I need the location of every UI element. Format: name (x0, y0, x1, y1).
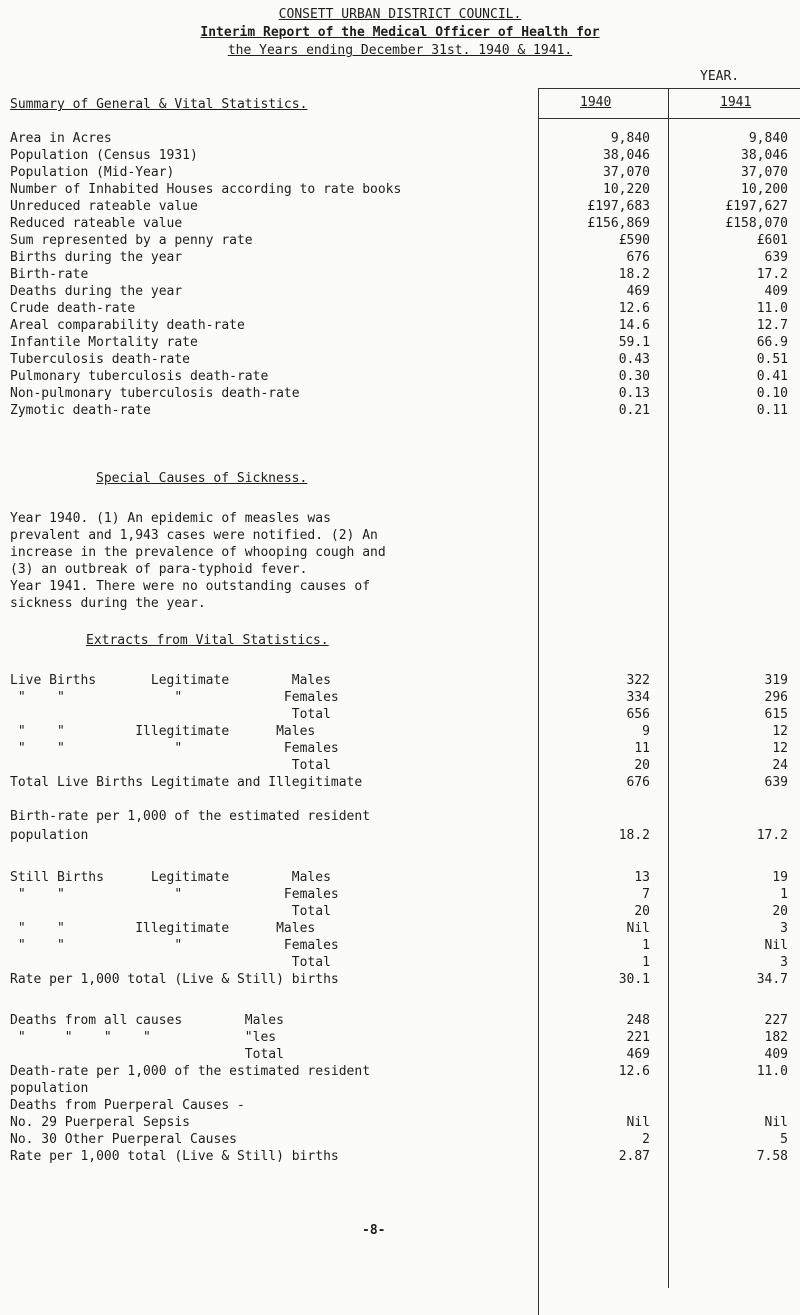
extract-row-1940: Nil (626, 1115, 650, 1130)
extract-row-1940: 20 (634, 904, 650, 919)
summary-row-label: Pulmonary tuberculosis death-rate (10, 369, 269, 384)
summary-row-1940: 0.30 (618, 369, 650, 384)
summary-row-1940: £156,869 (587, 216, 650, 231)
extract-row-label: Rate per 1,000 total (Live & Still) births (10, 972, 339, 987)
summary-row-1941: 0.10 (756, 386, 788, 401)
summary-row-1941: 37,070 (741, 165, 788, 180)
extract-row-1940: 30.1 (618, 972, 650, 987)
extract-row-1940: 2.87 (618, 1149, 650, 1164)
summary-row-1940: £197,683 (587, 199, 650, 214)
extract-row-1940: 469 (626, 1047, 650, 1062)
extract-row-1941: Nil (764, 1115, 788, 1130)
extract-row-label: Total (10, 1047, 284, 1062)
summary-row-label: Birth-rate (10, 267, 89, 282)
summary-row-label: Non-pulmonary tuberculosis death-rate (10, 386, 300, 401)
extract-row-label: " " " Females (10, 938, 339, 953)
extract-row-1941: 20 (772, 904, 788, 919)
summary-row-label: Births during the year (10, 250, 183, 265)
extract-row-1940: 7 (642, 887, 650, 902)
summary-row-1940: 0.43 (618, 352, 650, 367)
summary-row-1941: £197,627 (725, 199, 788, 214)
extract-row-label: " " " Females (10, 887, 339, 902)
extract-row-1940: 11 (634, 741, 650, 756)
summary-row-label: Crude death-rate (10, 301, 136, 316)
extract-row-1941: 409 (764, 1047, 788, 1062)
extract-row-1941: 182 (764, 1030, 788, 1045)
extract-row-1940: 221 (626, 1030, 650, 1045)
extract-row-1941: 19 (772, 870, 788, 885)
extract-row-label: Death-rate per 1,000 of the estimated resident (10, 1064, 371, 1079)
sickness-line: increase in the prevalence of whooping cough and (10, 545, 386, 560)
extract-row-1940: 13 (634, 870, 650, 885)
extract-row-1941: 24 (772, 758, 788, 773)
extract-row-1941: 12 (772, 741, 788, 756)
summary-row-1940: 9,840 (610, 131, 650, 146)
extract-row-label: Total (10, 955, 331, 970)
extract-row-1940: 2 (642, 1132, 650, 1147)
page-number: -8- (362, 1223, 386, 1238)
summary-row-1941: 11.0 (756, 301, 788, 316)
extract-row-1941: 34.7 (756, 972, 788, 987)
summary-row-label: Zymotic death-rate (10, 403, 151, 418)
extract-row-1940: Nil (626, 921, 650, 936)
extract-row-label: Total (10, 758, 331, 773)
column-divider-middle (668, 88, 669, 1288)
extract-row-1941: 3 (780, 921, 788, 936)
summary-row-1941: 38,046 (741, 148, 788, 163)
summary-row-label: Population (Census 1931) (10, 148, 198, 163)
header-bottom-rule (538, 118, 800, 119)
extract-row-1941: 7.58 (756, 1149, 788, 1164)
year-1940-header: 1940 (580, 95, 612, 110)
sickness-line: (3) an outbreak of para-typhoid fever. (10, 562, 308, 577)
summary-row-label: Deaths during the year (10, 284, 183, 299)
extracts-title: Extracts from Vital Statistics. (86, 633, 329, 648)
summary-row-1941: £601 (756, 233, 788, 248)
summary-row-1940: 12.6 (618, 301, 650, 316)
extract-row-label: " " " " "les (10, 1030, 277, 1045)
summary-row-label: Number of Inhabited Houses according to rate books (10, 182, 402, 197)
extract-row-label: No. 30 Other Puerperal Causes (10, 1132, 237, 1147)
summary-row-1940: 469 (626, 284, 650, 299)
extract-row-1941: 319 (764, 673, 788, 688)
extract-row-1940: 248 (626, 1013, 650, 1028)
summary-row-1941: 409 (764, 284, 788, 299)
extract-row-label: Total (10, 904, 331, 919)
summary-row-label: Unreduced rateable value (10, 199, 198, 214)
sickness-line: Year 1940. (1) An epidemic of measles was (10, 511, 331, 526)
summary-row-1941: 66.9 (756, 335, 788, 350)
summary-row-1940: 10,220 (603, 182, 650, 197)
extract-row-1941: 11.0 (756, 1064, 788, 1079)
extract-row-1940: 1 (642, 938, 650, 953)
extract-row-1940: 9 (642, 724, 650, 739)
extract-row-1941: 227 (764, 1013, 788, 1028)
sickness-line: Year 1941. There were no outstanding causes of (10, 579, 371, 594)
extract-row-label: Live Births Legitimate Males (10, 673, 331, 688)
summary-row-1941: 9,840 (748, 131, 788, 146)
summary-row-label: Sum represented by a penny rate (10, 233, 253, 248)
sickness-line: sickness during the year. (10, 596, 206, 611)
extract-row-1941: 12 (772, 724, 788, 739)
summary-row-1940: 14.6 (618, 318, 650, 333)
summary-row-1940: 0.13 (618, 386, 650, 401)
council-name: CONSETT URBAN DISTRICT COUNCIL. (278, 7, 522, 22)
extract-row-1941: 615 (764, 707, 788, 722)
sickness-line: prevalent and 1,943 cases were notified. (2) An (10, 528, 378, 543)
extract-row-1940: 676 (626, 775, 650, 790)
extract-row-1940: 334 (626, 690, 650, 705)
extract-row-1941: 3 (780, 955, 788, 970)
extract-row-label: Rate per 1,000 total (Live & Still) births (10, 1149, 339, 1164)
extract-row-label: population (10, 828, 89, 843)
report-title: Interim Report of the Medical Officer of Health for (200, 25, 600, 40)
summary-row-1940: 59.1 (618, 335, 650, 350)
summary-row-1941: 12.7 (756, 318, 788, 333)
summary-row-1941: 0.11 (756, 403, 788, 418)
extract-row-1941: 639 (764, 775, 788, 790)
summary-row-label: Area in Acres (10, 131, 112, 146)
summary-row-1940: £590 (618, 233, 650, 248)
summary-row-label: Tuberculosis death-rate (10, 352, 191, 367)
summary-title: Summary of General & Vital Statistics. (10, 97, 308, 112)
extract-row-1941: 1 (780, 887, 788, 902)
summary-row-1940: 676 (626, 250, 650, 265)
sickness-title: Special Causes of Sickness. (96, 471, 308, 486)
summary-row-1940: 37,070 (603, 165, 650, 180)
summary-row-1940: 0.21 (618, 403, 650, 418)
extract-row-label: Deaths from Puerperal Causes - (10, 1098, 245, 1113)
summary-row-1941: 0.41 (756, 369, 788, 384)
header-top-rule (538, 88, 800, 89)
extract-row-label: Birth-rate per 1,000 of the estimated resident (10, 809, 371, 824)
summary-row-1940: 18.2 (618, 267, 650, 282)
summary-row-label: Areal comparability death-rate (10, 318, 245, 333)
extract-row-label: population (10, 1081, 89, 1096)
extract-row-1940: 656 (626, 707, 650, 722)
extract-row-label: Total Live Births Legitimate and Illegitimate (10, 775, 363, 790)
extract-row-label: No. 29 Puerperal Sepsis (10, 1115, 191, 1130)
year-1941-header: 1941 (720, 95, 752, 110)
summary-row-label: Population (Mid-Year) (10, 165, 175, 180)
extract-row-label: Total (10, 707, 331, 722)
extract-row-1941: 17.2 (756, 828, 788, 843)
report-period: the Years ending December 31st. 1940 & 1941. (227, 43, 573, 58)
summary-row-1941: £158,070 (725, 216, 788, 231)
extract-row-1941: 296 (764, 690, 788, 705)
extract-row-1940: 12.6 (618, 1064, 650, 1079)
extract-row-label: " " " Females (10, 741, 339, 756)
summary-row-label: Infantile Mortality rate (10, 335, 198, 350)
extract-row-label: " " Illegitimate Males (10, 921, 316, 936)
extract-row-label: Still Births Legitimate Males (10, 870, 331, 885)
year-heading: YEAR. (700, 69, 740, 84)
summary-row-1941: 17.2 (756, 267, 788, 282)
extract-row-1940: 1 (642, 955, 650, 970)
summary-row-1941: 10,200 (741, 182, 788, 197)
extract-row-label: " " Illegitimate Males (10, 724, 316, 739)
extract-row-label: Deaths from all causes Males (10, 1013, 284, 1028)
summary-row-label: Reduced rateable value (10, 216, 183, 231)
extract-row-1941: 5 (780, 1132, 788, 1147)
summary-row-1941: 0.51 (756, 352, 788, 367)
column-divider-left (538, 88, 539, 1315)
extract-row-label: " " " Females (10, 690, 339, 705)
summary-row-1941: 639 (764, 250, 788, 265)
extract-row-1940: 322 (626, 673, 650, 688)
extract-row-1941: Nil (764, 938, 788, 953)
summary-row-1940: 38,046 (603, 148, 650, 163)
extract-row-1940: 20 (634, 758, 650, 773)
extract-row-1940: 18.2 (618, 828, 650, 843)
